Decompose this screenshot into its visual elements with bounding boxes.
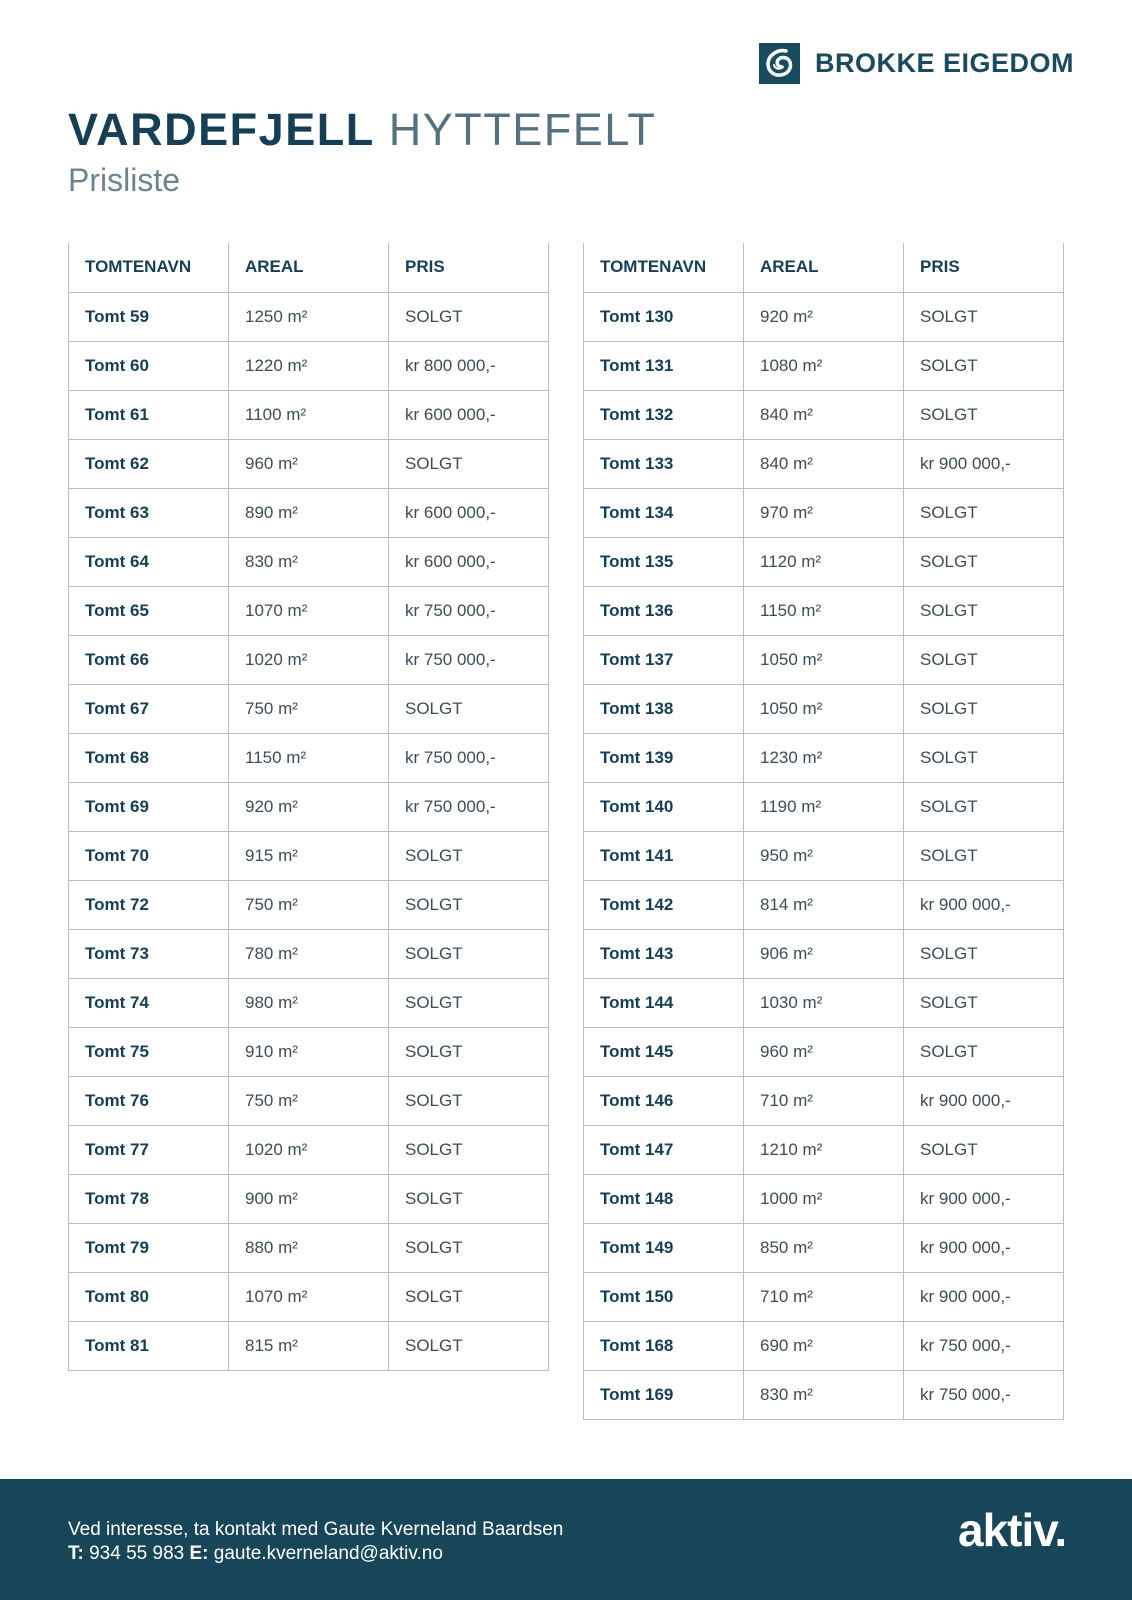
cell-price: kr 600 000,- — [389, 488, 549, 537]
column-header-price: PRIS — [904, 243, 1064, 292]
table-row — [584, 1027, 1064, 1076]
cell-area: 850 m² — [744, 1223, 904, 1272]
cell-area: 920 m² — [229, 782, 389, 831]
cell-plot-name: Tomt 147 — [584, 1125, 744, 1174]
cell-plot-name: Tomt 132 — [584, 390, 744, 439]
cell-plot-name: Tomt 67 — [69, 684, 229, 733]
cell-plot-name: Tomt 139 — [584, 733, 744, 782]
cell-area: 830 m² — [229, 537, 389, 586]
cell-plot-name: Tomt 80 — [69, 1272, 229, 1321]
table-row — [69, 782, 549, 831]
cell-plot-name: Tomt 72 — [69, 880, 229, 929]
cell-plot-name: Tomt 75 — [69, 1027, 229, 1076]
table-row — [69, 978, 549, 1027]
cell-area: 1100 m² — [229, 390, 389, 439]
footer — [0, 1479, 1132, 1600]
cell-area: 1210 m² — [744, 1125, 904, 1174]
table-row — [584, 684, 1064, 733]
table-row — [584, 929, 1064, 978]
cell-price: SOLGT — [389, 929, 549, 978]
cell-area: 1250 m² — [229, 292, 389, 341]
cell-area: 880 m² — [229, 1223, 389, 1272]
table-row — [69, 1223, 549, 1272]
cell-price: SOLGT — [389, 1076, 549, 1125]
table-row — [69, 1125, 549, 1174]
cell-area: 1020 m² — [229, 1125, 389, 1174]
brand-name: BROKKE EIGEDOM — [815, 48, 1075, 78]
cell-price: kr 800 000,- — [389, 341, 549, 390]
footer-contact-details — [68, 1543, 443, 1565]
cell-plot-name: Tomt 59 — [69, 292, 229, 341]
cell-area: 906 m² — [744, 929, 904, 978]
cell-plot-name: Tomt 81 — [69, 1321, 229, 1370]
column-header-area: AREAL — [744, 243, 904, 292]
table-row — [69, 1076, 549, 1125]
cell-plot-name: Tomt 150 — [584, 1272, 744, 1321]
cell-area: 915 m² — [229, 831, 389, 880]
cell-plot-name: Tomt 137 — [584, 635, 744, 684]
table-row — [584, 390, 1064, 439]
cell-price: SOLGT — [389, 684, 549, 733]
table-row — [584, 341, 1064, 390]
table-row — [69, 586, 549, 635]
cell-plot-name: Tomt 73 — [69, 929, 229, 978]
table-row — [69, 635, 549, 684]
cell-price: SOLGT — [904, 782, 1064, 831]
table-row — [584, 586, 1064, 635]
cell-area: 1000 m² — [744, 1174, 904, 1223]
cell-price: SOLGT — [389, 1272, 549, 1321]
cell-price: SOLGT — [389, 1321, 549, 1370]
cell-plot-name: Tomt 148 — [584, 1174, 744, 1223]
cell-price: SOLGT — [904, 390, 1064, 439]
title-light: HYTTEFELT — [388, 104, 657, 155]
cell-price: kr 750 000,- — [389, 635, 549, 684]
cell-price: SOLGT — [904, 586, 1064, 635]
cell-area: 980 m² — [229, 978, 389, 1027]
cell-area: 1230 m² — [744, 733, 904, 782]
table-row — [69, 1321, 549, 1370]
cell-price: SOLGT — [389, 1223, 549, 1272]
cell-plot-name: Tomt 144 — [584, 978, 744, 1027]
cell-area: 750 m² — [229, 880, 389, 929]
table-row — [584, 1370, 1064, 1419]
column-header-price: PRIS — [389, 243, 549, 292]
cell-area: 1050 m² — [744, 684, 904, 733]
table-row — [584, 1321, 1064, 1370]
cell-area: 1070 m² — [229, 586, 389, 635]
table-row — [69, 1272, 549, 1321]
cell-area: 950 m² — [744, 831, 904, 880]
table-row — [69, 1027, 549, 1076]
cell-plot-name: Tomt 135 — [584, 537, 744, 586]
cell-area: 960 m² — [744, 1027, 904, 1076]
cell-price: kr 750 000,- — [389, 586, 549, 635]
email-label: E: — [189, 1543, 209, 1564]
table-row — [69, 292, 549, 341]
cell-plot-name: Tomt 78 — [69, 1174, 229, 1223]
table-header-row — [69, 243, 549, 292]
cell-plot-name: Tomt 131 — [584, 341, 744, 390]
cell-area: 1080 m² — [744, 341, 904, 390]
cell-price: kr 900 000,- — [904, 880, 1064, 929]
cell-price: SOLGT — [389, 439, 549, 488]
cell-plot-name: Tomt 136 — [584, 586, 744, 635]
cell-price: SOLGT — [904, 1125, 1064, 1174]
cell-area: 920 m² — [744, 292, 904, 341]
cell-area: 1150 m² — [744, 586, 904, 635]
cell-area: 814 m² — [744, 880, 904, 929]
table-row — [69, 831, 549, 880]
column-header-area: AREAL — [229, 243, 389, 292]
cell-price: kr 900 000,- — [904, 1272, 1064, 1321]
cell-price: SOLGT — [904, 341, 1064, 390]
cell-price: SOLGT — [904, 635, 1064, 684]
cell-plot-name: Tomt 65 — [69, 586, 229, 635]
email-address: gaute.kverneland@aktiv.no — [213, 1543, 443, 1564]
cell-price: SOLGT — [389, 831, 549, 880]
cell-price: SOLGT — [904, 929, 1064, 978]
cell-plot-name: Tomt 169 — [584, 1370, 744, 1419]
cell-plot-name: Tomt 69 — [69, 782, 229, 831]
cell-area: 960 m² — [229, 439, 389, 488]
cell-plot-name: Tomt 77 — [69, 1125, 229, 1174]
cell-price: kr 750 000,- — [389, 733, 549, 782]
cell-area: 1150 m² — [229, 733, 389, 782]
cell-price: SOLGT — [904, 1027, 1064, 1076]
cell-price: kr 750 000,- — [904, 1321, 1064, 1370]
cell-price: kr 750 000,- — [904, 1370, 1064, 1419]
cell-plot-name: Tomt 134 — [584, 488, 744, 537]
cell-plot-name: Tomt 76 — [69, 1076, 229, 1125]
cell-plot-name: Tomt 66 — [69, 635, 229, 684]
cell-area: 690 m² — [744, 1321, 904, 1370]
table-row — [69, 880, 549, 929]
cell-area: 750 m² — [229, 684, 389, 733]
cell-plot-name: Tomt 143 — [584, 929, 744, 978]
cell-area: 1050 m² — [744, 635, 904, 684]
table-row — [584, 292, 1064, 341]
cell-price: SOLGT — [904, 733, 1064, 782]
cell-price: kr 600 000,- — [389, 390, 549, 439]
table-row — [584, 1125, 1064, 1174]
cell-plot-name: Tomt 63 — [69, 488, 229, 537]
table-row — [584, 1076, 1064, 1125]
page-title — [68, 104, 656, 156]
cell-area: 890 m² — [229, 488, 389, 537]
cell-area: 900 m² — [229, 1174, 389, 1223]
table-header-row — [584, 243, 1064, 292]
cell-price: SOLGT — [904, 537, 1064, 586]
cell-area: 1120 m² — [744, 537, 904, 586]
table-row — [584, 782, 1064, 831]
table-row — [584, 880, 1064, 929]
table-row — [69, 341, 549, 390]
cell-area: 815 m² — [229, 1321, 389, 1370]
column-header-name: TOMTENAVN — [584, 243, 744, 292]
cell-plot-name: Tomt 70 — [69, 831, 229, 880]
cell-area: 1030 m² — [744, 978, 904, 1027]
cell-area: 710 m² — [744, 1272, 904, 1321]
cell-price: kr 900 000,- — [904, 439, 1064, 488]
cell-price: kr 750 000,- — [389, 782, 549, 831]
cell-price: SOLGT — [389, 1174, 549, 1223]
cell-plot-name: Tomt 146 — [584, 1076, 744, 1125]
cell-plot-name: Tomt 74 — [69, 978, 229, 1027]
cell-area: 830 m² — [744, 1370, 904, 1419]
table-row — [584, 635, 1064, 684]
column-header-name: TOMTENAVN — [69, 243, 229, 292]
phone-label: T: — [68, 1543, 84, 1564]
brand-logo — [759, 43, 1074, 84]
cell-plot-name: Tomt 61 — [69, 390, 229, 439]
table-row — [584, 1272, 1064, 1321]
footer-contact: Ved interesse, ta kontakt med Gaute Kverneland Baardsen — [68, 1519, 564, 1540]
cell-plot-name: Tomt 68 — [69, 733, 229, 782]
table-row — [584, 831, 1064, 880]
brokke-eigedom-logo-icon — [759, 43, 800, 84]
cell-area: 1070 m² — [229, 1272, 389, 1321]
cell-price: kr 900 000,- — [904, 1076, 1064, 1125]
cell-plot-name: Tomt 141 — [584, 831, 744, 880]
cell-plot-name: Tomt 60 — [69, 341, 229, 390]
cell-price: SOLGT — [904, 978, 1064, 1027]
price-table-right — [583, 243, 1064, 1420]
title-strong: VARDEFJELL — [68, 104, 375, 155]
price-table-left — [68, 243, 549, 1371]
table-row — [69, 929, 549, 978]
cell-price: SOLGT — [389, 1027, 549, 1076]
cell-plot-name: Tomt 62 — [69, 439, 229, 488]
cell-price: SOLGT — [389, 880, 549, 929]
cell-price: kr 900 000,- — [904, 1174, 1064, 1223]
cell-price: SOLGT — [389, 1125, 549, 1174]
table-row — [584, 1174, 1064, 1223]
cell-price: SOLGT — [904, 488, 1064, 537]
table-row — [584, 537, 1064, 586]
table-row — [69, 390, 549, 439]
cell-price: kr 900 000,- — [904, 1223, 1064, 1272]
cell-area: 1220 m² — [229, 341, 389, 390]
phone-number: 934 55 983 — [89, 1543, 185, 1564]
cell-price: SOLGT — [904, 292, 1064, 341]
cell-area: 840 m² — [744, 439, 904, 488]
cell-price: SOLGT — [389, 978, 549, 1027]
cell-plot-name: Tomt 149 — [584, 1223, 744, 1272]
cell-plot-name: Tomt 168 — [584, 1321, 744, 1370]
aktiv-logo: aktiv. — [958, 1504, 1067, 1556]
cell-plot-name: Tomt 145 — [584, 1027, 744, 1076]
cell-plot-name: Tomt 79 — [69, 1223, 229, 1272]
table-row — [69, 488, 549, 537]
page-subtitle: Prisliste — [68, 162, 181, 198]
cell-plot-name: Tomt 138 — [584, 684, 744, 733]
cell-plot-name: Tomt 130 — [584, 292, 744, 341]
cell-area: 710 m² — [744, 1076, 904, 1125]
cell-plot-name: Tomt 133 — [584, 439, 744, 488]
table-row — [69, 439, 549, 488]
table-row — [584, 488, 1064, 537]
cell-plot-name: Tomt 140 — [584, 782, 744, 831]
table-row — [584, 978, 1064, 1027]
table-row — [584, 733, 1064, 782]
cell-plot-name: Tomt 64 — [69, 537, 229, 586]
table-row — [69, 684, 549, 733]
table-row — [69, 1174, 549, 1223]
cell-area: 750 m² — [229, 1076, 389, 1125]
table-row — [69, 733, 549, 782]
cell-area: 840 m² — [744, 390, 904, 439]
cell-price: kr 600 000,- — [389, 537, 549, 586]
cell-area: 780 m² — [229, 929, 389, 978]
cell-area: 970 m² — [744, 488, 904, 537]
cell-price: SOLGT — [389, 292, 549, 341]
cell-area: 1020 m² — [229, 635, 389, 684]
cell-area: 910 m² — [229, 1027, 389, 1076]
cell-price: SOLGT — [904, 684, 1064, 733]
table-row — [69, 537, 549, 586]
table-row — [584, 439, 1064, 488]
table-row — [584, 1223, 1064, 1272]
cell-area: 1190 m² — [744, 782, 904, 831]
cell-plot-name: Tomt 142 — [584, 880, 744, 929]
cell-price: SOLGT — [904, 831, 1064, 880]
